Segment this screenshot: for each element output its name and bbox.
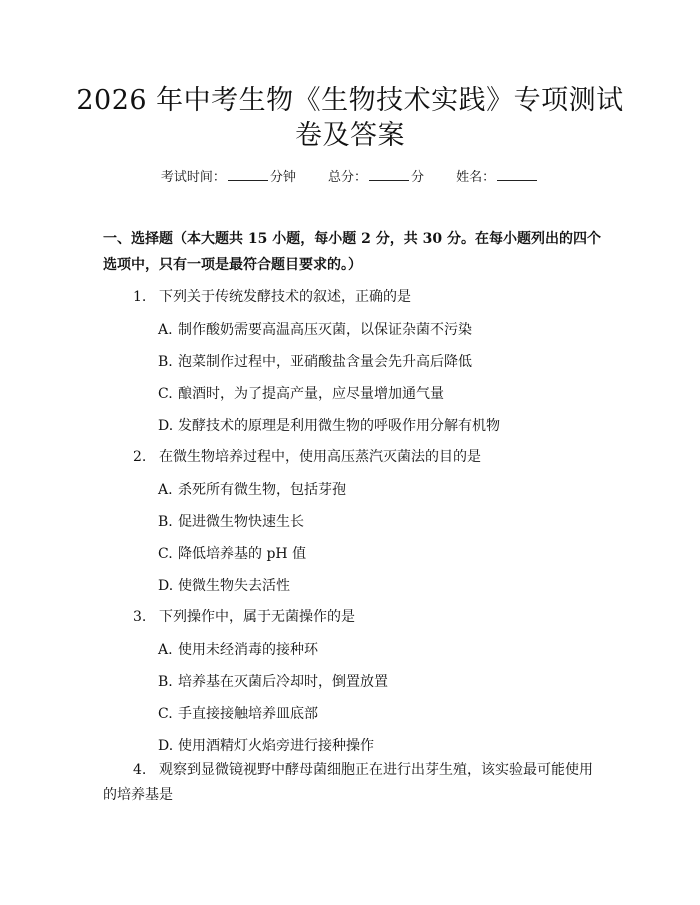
exam-score-blank xyxy=(369,168,409,181)
option-label: B. xyxy=(158,674,173,690)
exam-score-label: 总分： xyxy=(327,170,367,185)
question-1 xyxy=(133,287,411,307)
question-3-option-b xyxy=(158,672,388,692)
exam-time-label: 考试时间： xyxy=(160,170,226,185)
option-text: 使微生物失去活性 xyxy=(178,578,290,594)
option-text: 降低培养基的 pH 值 xyxy=(178,546,307,562)
option-label: D. xyxy=(158,738,174,754)
question-3-option-c xyxy=(158,704,318,724)
exam-name xyxy=(456,170,539,185)
question-4 xyxy=(103,758,603,808)
question-1-option-b xyxy=(158,352,472,372)
option-label: A. xyxy=(158,482,173,498)
question-2-option-a xyxy=(158,480,346,500)
question-number: 3. xyxy=(133,609,147,625)
question-number: 2. xyxy=(133,449,147,465)
option-text: 手直接接触培养皿底部 xyxy=(178,706,318,722)
option-label: D. xyxy=(158,578,174,594)
option-text: 酿酒时，为了提高产量，应尽量增加通气量 xyxy=(178,386,444,402)
question-1-option-d xyxy=(158,416,500,436)
option-text: 培养基在灭菌后冷却时，倒置放置 xyxy=(178,674,388,690)
exam-score xyxy=(328,170,428,185)
exam-time-blank xyxy=(228,168,268,181)
option-label: C. xyxy=(158,386,173,402)
option-text: 杀死所有微生物，包括芽孢 xyxy=(178,482,346,498)
option-text: 发酵技术的原理是利用微生物的呼吸作用分解有机物 xyxy=(178,418,500,434)
question-text: 观察到显微镜视野中酵母菌细胞正在进行出芽生殖，该实验最可能使用的培养基是 xyxy=(103,762,593,803)
option-label: C. xyxy=(158,706,173,722)
option-label: B. xyxy=(158,514,173,530)
question-3-option-a xyxy=(158,640,318,660)
option-label: A. xyxy=(158,642,173,658)
option-text: 使用酒精灯火焰旁进行接种操作 xyxy=(178,738,374,754)
question-2 xyxy=(133,447,481,467)
question-3 xyxy=(133,607,355,627)
option-text: 泡菜制作过程中，亚硝酸盐含量会先升高后降低 xyxy=(178,354,472,370)
question-text: 下列关于传统发酵技术的叙述，正确的是 xyxy=(159,289,411,305)
option-text: 制作酸奶需要高温高压灭菌，以保证杂菌不污染 xyxy=(178,322,472,338)
question-text: 下列操作中，属于无菌操作的是 xyxy=(159,609,355,625)
exam-name-blank xyxy=(497,168,537,181)
exam-time-unit: 分钟 xyxy=(269,170,296,185)
exam-score-unit: 分 xyxy=(411,170,425,185)
question-2-option-c xyxy=(158,544,306,564)
question-text: 在微生物培养过程中，使用高压蒸汽灭菌法的目的是 xyxy=(159,449,481,465)
question-1-option-a xyxy=(158,320,472,340)
document-title-line-1: 2026 年中考生物《生物技术实践》专项测试 xyxy=(76,85,624,116)
exam-name-label: 姓名： xyxy=(456,170,496,185)
question-2-option-d xyxy=(158,576,290,596)
option-text: 使用未经消毒的接种环 xyxy=(178,642,318,658)
option-label: C. xyxy=(158,546,173,562)
option-label: A. xyxy=(158,322,173,338)
option-label: D. xyxy=(158,418,174,434)
option-label: B. xyxy=(158,354,173,370)
document-title-line-2: 卷及答案 xyxy=(295,120,405,151)
question-2-option-b xyxy=(158,512,304,532)
exam-time xyxy=(161,170,300,185)
question-3-option-d xyxy=(158,736,374,756)
option-text: 促进微生物快速生长 xyxy=(178,514,304,530)
question-1-option-c xyxy=(158,384,444,404)
section-heading: 一、选择题（本大题共 15 小题，每小题 2 分，共 30 分。在每小题列出的四个选项中，只有一项是最符合题目要求的。） xyxy=(103,231,601,273)
question-number: 4. xyxy=(133,762,147,778)
question-number: 1. xyxy=(133,289,147,305)
exam-meta xyxy=(0,168,700,188)
